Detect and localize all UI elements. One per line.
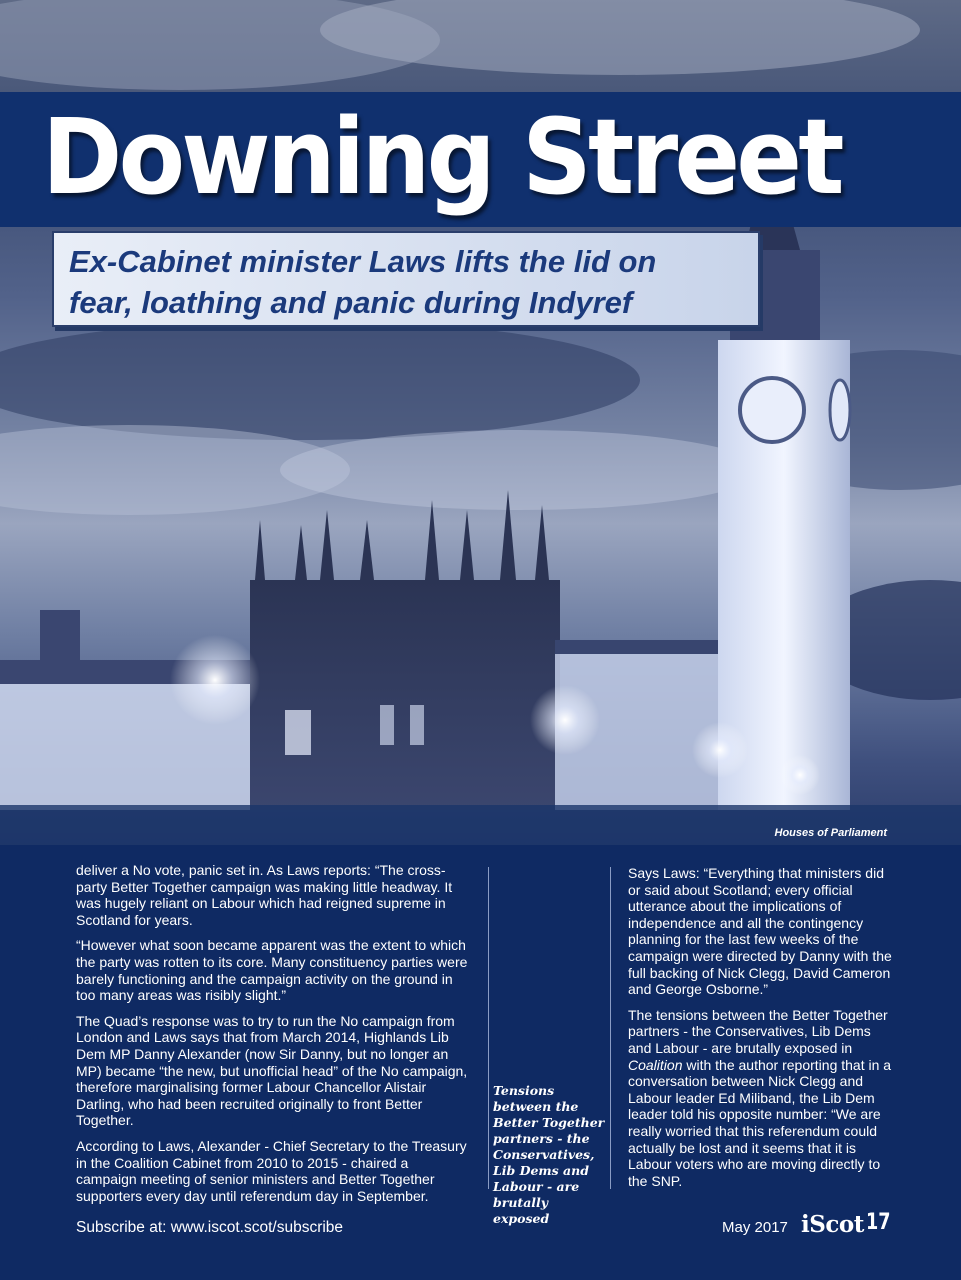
text-run: with the author reporting that in a conversation between Nick Clegg and Labour leader Ed Miliband, the Lib Dem leader told his opposite number: “We are really worried that this referendum could actually be lost and it seems that it is Labour voters who are moving directly to the SNP. (628, 1056, 892, 1189)
magazine-logo: iScot (801, 1211, 864, 1238)
column-divider (488, 867, 489, 1189)
article-paragraph (628, 1007, 893, 1190)
standfirst-line-1: Ex-Cabinet minister Laws lifts the lid on (69, 244, 657, 279)
standfirst (69, 241, 759, 323)
article-column-right (628, 865, 893, 1198)
issue-date: May 2017 (722, 1219, 788, 1236)
article-paragraph: According to Laws, Alexander - Chief Secretary to the Treasury in the Coalition Cabinet from 2010 to 2015 - chaired a campaign meeting of senior ministers and Better Together supporters every day until referendum day in September. (76, 1137, 467, 1204)
standfirst-box (52, 231, 760, 327)
subscribe-link[interactable]: Subscribe at: www.iscot.scot/subscribe (76, 1219, 344, 1236)
article-paragraph: The Quad’s response was to try to run the No campaign from London and Laws says that from March 2014, Highlands Lib Dem MP Danny Alexander (now Sir Danny, but no longer an MP) became “the new, but unofficial head” of the No campaign, therefore marginalising former Labour Chancellor Alistair Darling, who had been recruited originally to front Better Together. (76, 1012, 468, 1129)
article-column-left (76, 862, 468, 1213)
photo-caption: Houses of Parliament (774, 827, 887, 839)
page-number: 17 (866, 1210, 891, 1235)
book-title: Coalition (628, 1056, 683, 1073)
text-run: The tensions between the Better Together partners - the Conservatives, Lib Dems and Labour - are brutally exposed in (628, 1006, 888, 1056)
pull-quote: Tensions between the Better Together partners - the Conservatives, Lib Dems and Labour - are brutally exposed (493, 1083, 605, 1226)
column-divider (610, 867, 611, 1189)
standfirst-line-2: fear, loathing and panic during Indyref (69, 285, 633, 320)
article-paragraph: Says Laws: “Everything that ministers did or said about Scotland; every official utterance about the implications of independence and all the contingency planning for the last few weeks of the campaign were directed by Danny with the full backing of Nick Clegg, David Cameron and George Osborne.” (628, 865, 892, 998)
page-title: Downing Street (42, 96, 841, 218)
article-paragraph: deliver a No vote, panic set in. As Laws reports: “The cross-party Better Together campaign was making little headway. It was hugely reliant on Labour which had reigned supreme in Scotland for years. (76, 862, 453, 928)
article-paragraph: “However what soon became apparent was the extent to which the party was rotten to its core. Many constituency parties were barely functioning and the campaign activity on the ground in too many areas was risibly slight.” (76, 937, 468, 1004)
